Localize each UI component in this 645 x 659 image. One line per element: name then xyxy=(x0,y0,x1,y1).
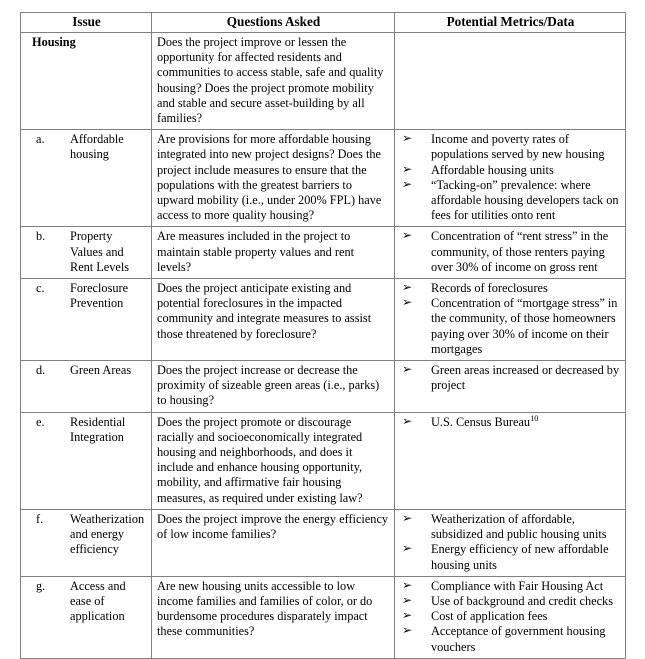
cell-issue xyxy=(21,130,152,227)
header-row xyxy=(21,13,626,33)
metrics-item-text: Acceptance of government housing vouchers xyxy=(431,624,606,654)
cell-question xyxy=(152,130,395,227)
metrics-list-item xyxy=(400,178,621,224)
footnote-marker: 10 xyxy=(530,413,539,423)
metrics-item-text: Income and poverty rates of populations served by new housing xyxy=(431,132,605,162)
metrics-list xyxy=(400,579,621,655)
metrics-list-item xyxy=(400,594,621,609)
arrow-bullet-icon: ➢ xyxy=(402,161,413,176)
cell-issue xyxy=(21,33,152,130)
metrics-list xyxy=(400,512,621,573)
issue-lettered-item xyxy=(26,512,147,558)
question-text: Does the project anticipate existing and potential foreclosures in the impacted community and integrate measures to assist those threatened by foreclosure? xyxy=(157,281,372,341)
arrow-bullet-icon: ➢ xyxy=(402,413,413,428)
metrics-item-text: Weatherization of affordable, subsidized and public housing units xyxy=(431,511,607,542)
cell-issue xyxy=(21,509,152,576)
metrics-list-item xyxy=(400,132,621,162)
issue-lettered-item xyxy=(26,579,147,625)
column-header-potential-metrics-data: Potential Metrics/Data xyxy=(395,13,626,33)
metrics-item-text: Use of background and credit checks xyxy=(431,593,613,608)
cell-question xyxy=(152,279,395,361)
metrics-list xyxy=(400,363,621,393)
metrics-list xyxy=(400,132,621,223)
issue-label: Weatherization and energy efficiency xyxy=(70,511,145,557)
table-row xyxy=(21,227,626,279)
issue-list-letter: b. xyxy=(36,229,46,244)
cell-metrics xyxy=(395,576,626,658)
metrics-list-item xyxy=(400,229,621,275)
issue-label: Property Values and Rent Levels xyxy=(70,229,130,274)
issue-lettered-item xyxy=(26,415,147,445)
table-row xyxy=(21,130,626,227)
cell-issue xyxy=(21,227,152,279)
cell-metrics xyxy=(395,33,626,130)
cell-question xyxy=(152,509,395,576)
arrow-bullet-icon: ➢ xyxy=(402,280,413,295)
cell-question xyxy=(152,227,395,279)
issue-label: Affordable housing xyxy=(70,132,124,162)
issue-label: Housing xyxy=(32,35,76,49)
metrics-list xyxy=(400,281,621,357)
arrow-bullet-icon: ➢ xyxy=(402,228,413,243)
question-text: Are measures included in the project to maintain stable property values and rent levels? xyxy=(157,229,355,274)
metrics-list-item xyxy=(400,296,621,357)
metrics-item-text: Energy efficiency of new affordable housing units xyxy=(431,542,609,572)
table-row xyxy=(21,576,626,658)
cell-issue xyxy=(21,361,152,413)
issue-label: Access and ease of application xyxy=(70,578,126,624)
metrics-item-text: U.S. Census Bureau xyxy=(431,414,531,429)
arrow-bullet-icon: ➢ xyxy=(402,592,413,607)
issue-lettered-item xyxy=(26,363,147,378)
metrics-item-text: Concentration of “mortgage stress” in the community, of those homeowners paying over 30% of income on their mortgages xyxy=(431,296,618,356)
metrics-item-text: “Tacking-on” prevalence: where affordable housing developers tack on fees for utilities onto rent xyxy=(431,177,619,223)
issue-list-letter: e. xyxy=(36,414,45,429)
metrics-list-item xyxy=(400,363,621,393)
arrow-bullet-icon: ➢ xyxy=(402,577,413,592)
metrics-list-item xyxy=(400,415,621,430)
table-header xyxy=(21,13,626,33)
column-header-issue: Issue xyxy=(21,13,152,33)
question-text: Does the project improve the energy efficiency of low income families? xyxy=(157,511,389,542)
cell-question xyxy=(152,412,395,509)
metrics-list-item xyxy=(400,624,621,654)
question-text: Are provisions for more affordable housing integrated into new project designs? Does the project include measures to ensure that the populations with the greatest barriers to upward mobility (i.e., under 200% FPL) have access to more quality housing? xyxy=(157,132,382,223)
cell-question xyxy=(152,576,395,658)
table-row xyxy=(21,33,626,130)
arrow-bullet-icon: ➢ xyxy=(402,295,413,310)
metrics-list-item xyxy=(400,281,621,296)
question-text: Does the project improve or lessen the opportunity for affected residents and communities to access stable, safe and quality housing? Does the project promote mobility and stable and secure asset-building by all families? xyxy=(157,35,384,126)
question-text: Are new housing units accessible to low income families and families of color, or do burdensome procedures disparately impact these communities? xyxy=(157,578,373,639)
metrics-list xyxy=(400,229,621,275)
cell-metrics xyxy=(395,361,626,413)
metrics-list xyxy=(400,415,621,430)
table-row xyxy=(21,509,626,576)
table-row xyxy=(21,412,626,509)
metrics-item-text: Concentration of “rent stress” in the community, of those renters paying over 30% of income on gross rent xyxy=(431,229,609,274)
issue-label: Foreclosure Prevention xyxy=(70,281,129,311)
metrics-list-item xyxy=(400,609,621,624)
metrics-item-text: Compliance with Fair Housing Act xyxy=(431,578,604,593)
issue-lettered-item xyxy=(26,281,147,311)
issue-label: Residential Integration xyxy=(70,414,126,444)
issue-lettered-item xyxy=(26,229,147,275)
metrics-list-item xyxy=(400,579,621,594)
issue-list-letter: f. xyxy=(36,511,44,526)
column-header-questions-asked: Questions Asked xyxy=(152,13,395,33)
cell-issue xyxy=(21,279,152,361)
issue-list-letter: a. xyxy=(36,132,45,147)
cell-question xyxy=(152,361,395,413)
cell-issue xyxy=(21,576,152,658)
metrics-item-text: Green areas increased or decreased by project xyxy=(431,363,620,393)
cell-metrics xyxy=(395,227,626,279)
cell-question xyxy=(152,33,395,130)
issue-list-letter: c. xyxy=(36,281,45,296)
arrow-bullet-icon: ➢ xyxy=(402,176,413,191)
arrow-bullet-icon: ➢ xyxy=(402,131,413,146)
assessment-criteria-table xyxy=(20,12,626,659)
arrow-bullet-icon: ➢ xyxy=(402,362,413,377)
metrics-list-item xyxy=(400,512,621,542)
table-body xyxy=(21,33,626,659)
arrow-bullet-icon: ➢ xyxy=(402,623,413,638)
arrow-bullet-icon: ➢ xyxy=(402,541,413,556)
cell-metrics xyxy=(395,412,626,509)
metrics-item-text: Cost of application fees xyxy=(431,609,548,624)
arrow-bullet-icon: ➢ xyxy=(402,608,413,623)
issue-lettered-item xyxy=(26,132,147,162)
metrics-list-item xyxy=(400,163,621,178)
cell-metrics xyxy=(395,279,626,361)
question-text: Does the project increase or decrease the proximity of sizeable green areas (i.e., parks) to housing? xyxy=(157,363,380,408)
metrics-item-text: Affordable housing units xyxy=(431,162,554,177)
table-row xyxy=(21,279,626,361)
issue-list-letter: d. xyxy=(36,363,46,378)
table-row xyxy=(21,361,626,413)
metrics-item-text: Records of foreclosures xyxy=(431,281,548,296)
cell-issue xyxy=(21,412,152,509)
cell-metrics xyxy=(395,130,626,227)
issue-list-letter: g. xyxy=(36,578,46,593)
question-text: Does the project promote or discourage racially and socioeconomically integrated housing and neighborhoods, and does it include and enhance housing opportunity, mobility, and affirmative fair housing measures, as required under existing law? xyxy=(157,414,363,505)
cell-metrics xyxy=(395,509,626,576)
issue-label: Green Areas xyxy=(70,363,132,378)
metrics-list-item xyxy=(400,542,621,572)
arrow-bullet-icon: ➢ xyxy=(402,510,413,525)
